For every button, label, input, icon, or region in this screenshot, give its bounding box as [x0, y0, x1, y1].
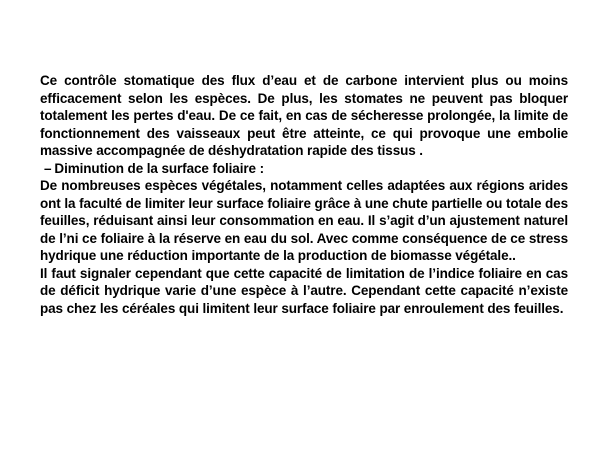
paragraph-stomatal-control: Ce contrôle stomatique des flux d’eau et de carbone intervient plus ou moins efficacement selon les espèces. De plus, les stomates ne peuvent pas bloquer totalement les pertes d'eau. De ce fait, en cas de sécheresse prolongée, la limite de fonctionnement des vaisseaux peut être atteinte, ce qui provoque une embolie massive accompagnée de déshydratation rapide des tissus . — [40, 73, 568, 158]
document-body — [40, 72, 568, 317]
section-heading — [40, 160, 568, 178]
heading-dash: – — [44, 160, 52, 176]
paragraph-leaf-reduction: De nombreuses espèces végétales, notamment celles adaptées aux régions arides ont la faculté de limiter leur surface foliaire grâce à une chute partielle ou totale des feuilles, réduisant ainsi leur consommation en eau. Il s’agit d’un ajustement naturel de l’ni ce foliaire à la réserve en eau du sol. Avec comme conséquence de ce stress hydrique une réduction importante de la production de biomasse végétale.. — [40, 178, 568, 263]
heading-text: Diminution de la surface foliaire : — [54, 160, 264, 176]
paragraph-species-variation: Il faut signaler cependant que cette capacité de limitation de l’indice foliaire en cas de déficit hydrique varie d’une espèce à l’autre. Cependant cette capacité n’existe pas chez les céréales qui limitent leur surface foliaire par enroulement des feuilles. — [40, 265, 568, 316]
